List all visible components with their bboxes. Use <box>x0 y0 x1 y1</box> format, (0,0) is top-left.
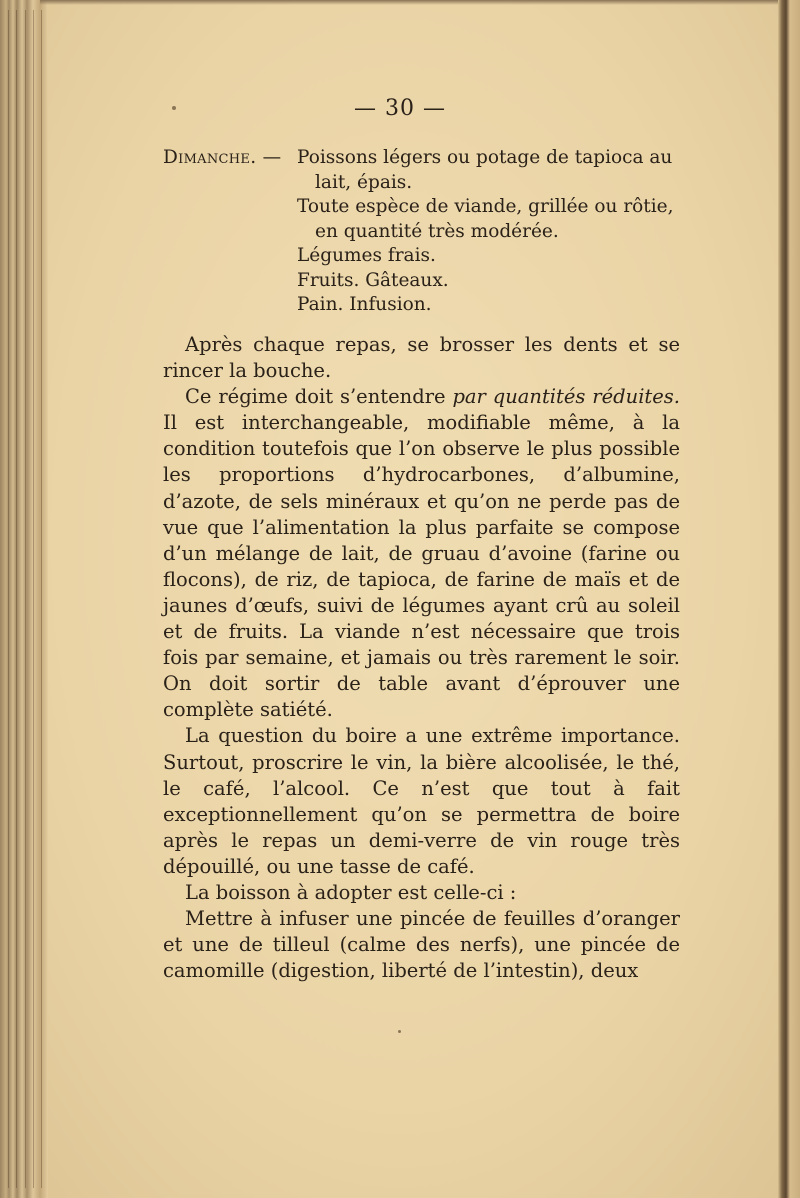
paper-speck <box>398 1030 401 1033</box>
page-number: — 30 — <box>354 96 446 121</box>
menu-entry-label: Dimanche. — <box>163 147 282 168</box>
paragraph: Après chaque repas, se brosser les dents et se rincer la bouche. <box>163 333 680 383</box>
menu-item: Légumes frais. <box>297 245 436 266</box>
right-page-edge <box>778 0 800 1198</box>
paragraph: Ce régime doit s’entendre par quantités réduites. Il est interchangeable, modifiable même, à la condition toutefois que l’on observe le plus possible les proportions d’hydrocarbones, d’albumine, d’azote, de sels minéraux et qu’on ne perde pas de vue que l’alimentation la plus parfaite se compose d’un mélange de lait, de gruau d’avoine (farine ou flocons), de riz, de tapioca, de farine de maïs et de jaunes d’œufs, suivi de légumes ayant crû au soleil et de fruits. La viande n’est nécessaire que trois fois par semaine, et jamais ou très rarement le soir. On doit sortir de table avant d’éprouver une complète satiété. <box>163 385 681 722</box>
menu-entry-sunday <box>163 146 693 318</box>
menu-item: Pain. Infusion. <box>297 294 432 315</box>
menu-entry-items <box>297 146 693 318</box>
menu-item: Poissons légers ou potage de tapioca au lait, épais. <box>297 147 673 193</box>
menu-item: Fruits. Gâteaux. <box>297 269 449 291</box>
body-text <box>163 332 680 984</box>
top-page-edge <box>40 0 778 5</box>
paragraph: Mettre à infuser une pincée de feuilles d’oranger et une de tilleul (calme des nerfs), une pincée de camomille (digestion, liberté de l’intestin), deux <box>163 907 680 983</box>
stacked-page-edges <box>0 0 48 1198</box>
paragraph: La boisson à adopter est celle-ci : <box>185 880 517 904</box>
menu-item: Toute espèce de viande, grillée ou rôtie, en quantité très modérée. <box>297 196 674 242</box>
emphasis-text: par quantités réduites. <box>452 385 681 409</box>
paragraph: La question du boire a une extrême importance. Surtout, proscrire le vin, la bière alcoolisée, le thé, le café, l’alcool. Ce n’est que tout à fait exceptionnellement qu’on se permettra de boire après le repas un demi-verre de vin rouge très dépouillé, ou une tasse de café. <box>163 724 680 878</box>
